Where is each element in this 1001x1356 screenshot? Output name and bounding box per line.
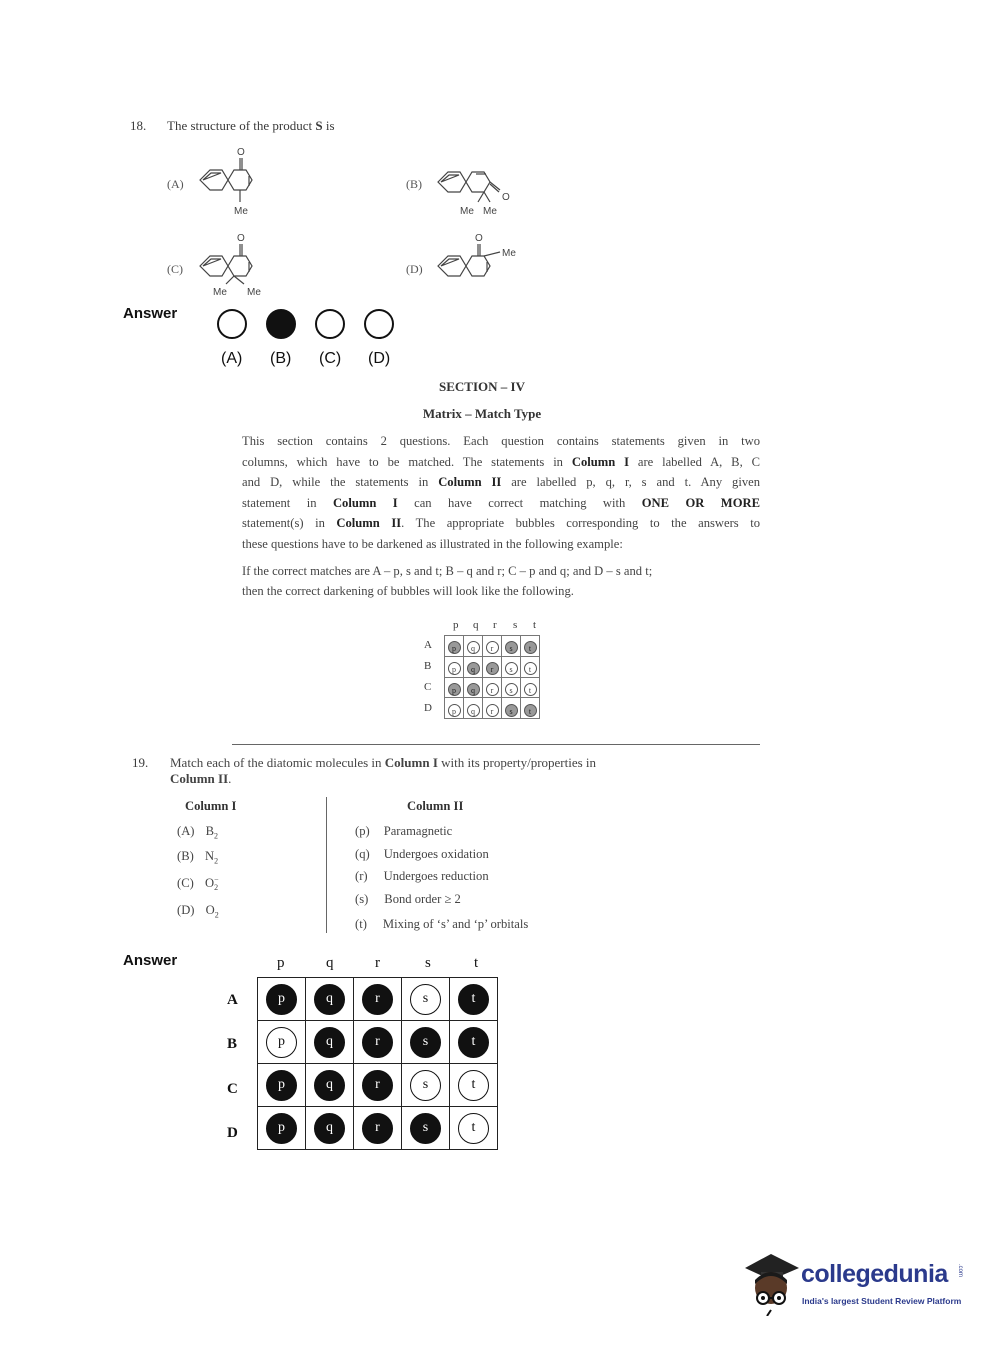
ex-grid-cell: [521, 677, 540, 698]
ex-col-s: s: [513, 619, 518, 631]
col1-item-b: [177, 849, 218, 866]
ex-grid-cell: [445, 698, 464, 719]
q18-a-oxygen: O: [237, 147, 245, 158]
ex-grid-cell: [502, 698, 521, 719]
ex-grid-cell: [521, 698, 540, 719]
answer-grid-cell: [258, 978, 306, 1021]
col2-q-tag: (q): [355, 847, 370, 861]
q18-c-sub-0: Me: [213, 287, 227, 298]
ex-grid-cell: [483, 677, 502, 698]
ex-grid-row: [445, 698, 540, 719]
para1-line3a: and D, while the statements in: [242, 475, 439, 490]
column-divider: [326, 797, 327, 933]
q19-grid-col-s: s: [425, 955, 431, 971]
q18-bubble-d-label: (D): [368, 350, 391, 367]
para1-line2c: are labelled A, B, C: [629, 454, 760, 469]
col2-item-r: [355, 869, 489, 884]
para1-line2a: columns, which have to be matched. The statements in: [242, 454, 572, 469]
answer-bubble-c-r[interactable]: r: [362, 1070, 393, 1101]
col2-p-tag: (p): [355, 824, 370, 838]
q18-option-b-structure: [434, 158, 514, 220]
ex-grid-bubble: s: [505, 704, 518, 717]
col1-c-tag: (C): [177, 876, 194, 890]
q18-bubble-a[interactable]: [217, 309, 247, 339]
q18-text-bold: S: [315, 118, 323, 133]
q18-answer-label: Answer: [123, 305, 178, 322]
col1-a-mol: B: [205, 824, 215, 838]
q19-text-e: .: [228, 771, 232, 786]
q19-number: 19.: [132, 755, 149, 770]
answer-bubble-d-p[interactable]: p: [266, 1113, 297, 1144]
ex-row-d: D: [424, 702, 432, 714]
col2-q-text: Undergoes oxidation: [383, 847, 489, 861]
ex-row-c: C: [424, 681, 432, 693]
answer-grid-cell: [354, 978, 402, 1021]
col1-header: Column I: [185, 799, 237, 813]
q19-text-d: Column II: [170, 771, 229, 786]
answer-bubble-a-r[interactable]: r: [362, 984, 393, 1015]
ex-grid-bubble: t: [524, 641, 537, 654]
ex-grid-cell: [445, 656, 464, 677]
ex-grid-bubble: r: [486, 662, 499, 675]
ex-grid-bubble: p: [448, 683, 461, 696]
col1-d-mol: O: [205, 903, 215, 917]
col1-a-tag: (A): [177, 824, 195, 838]
col2-p-text: Paramagnetic: [383, 824, 453, 838]
q18-bubble-c-label: (C): [319, 350, 342, 367]
ex-grid-cell: [483, 636, 502, 657]
q18-a-sub-0: Me: [234, 206, 248, 217]
q18-d-sub-0: Me: [502, 248, 516, 259]
ex-grid-bubble: p: [448, 662, 461, 675]
section-instructions: [242, 431, 760, 602]
answer-bubble-d-t[interactable]: t: [458, 1113, 489, 1144]
answer-grid-cell: [450, 1064, 498, 1107]
answer-grid-cell: [402, 1021, 450, 1064]
ex-col-t: t: [533, 619, 537, 631]
col2-header: Column II: [407, 799, 464, 813]
ex-grid-bubble: r: [486, 683, 499, 696]
answer-bubble-b-s[interactable]: s: [410, 1027, 441, 1058]
q19-grid-row-b: B: [227, 1036, 238, 1052]
ex-grid-cell: [502, 636, 521, 657]
q19-grid-col-q: q: [326, 955, 334, 971]
col2-r-tag: (r): [355, 869, 368, 883]
ex-grid-bubble: q: [467, 704, 480, 717]
ex-grid-cell: [521, 636, 540, 657]
ex-grid-bubble: p: [448, 641, 461, 654]
col2-t-text: Mixing of ‘s’ and ‘p’ orbitals: [382, 917, 529, 931]
col1-a-sub: 2: [214, 831, 219, 841]
ex-col-r: r: [493, 619, 497, 631]
answer-bubble-b-q[interactable]: q: [314, 1027, 345, 1058]
col1-item-d: [177, 903, 219, 920]
para1-line4a: statement in: [242, 495, 333, 510]
ex-row-a: A: [424, 639, 432, 651]
section-title: SECTION – IV: [439, 379, 525, 394]
brand-tagline: India's largest Student Review Platform: [802, 1296, 962, 1306]
ex-grid-row: [445, 677, 540, 698]
q19-text-b: Column I: [384, 755, 438, 770]
col2-item-s: [355, 892, 461, 907]
answer-bubble-a-p[interactable]: p: [266, 984, 297, 1015]
ex-grid-bubble: q: [467, 662, 480, 675]
q19-text-a: Match each of the diatomic molecules in: [170, 755, 385, 770]
col1-item-a: [177, 824, 218, 841]
brand-name: collegedunia: [801, 1260, 948, 1288]
ex-col-p: p: [453, 619, 459, 631]
ex-grid-bubble: q: [467, 683, 480, 696]
q18-bubble-b[interactable]: [266, 309, 296, 339]
ex-grid-bubble: t: [524, 704, 537, 717]
q18-b-sub-0: Me: [460, 206, 474, 217]
q18-option-d-label: (D): [406, 262, 423, 276]
brand-tld: .com: [957, 1264, 963, 1278]
q18-d-oxygen: O: [475, 233, 483, 244]
answer-grid-cell: [354, 1107, 402, 1150]
answer-bubble-d-r[interactable]: r: [362, 1113, 393, 1144]
ex-grid-bubble: t: [524, 683, 537, 696]
ex-grid-cell: [521, 656, 540, 677]
ex-grid-row: [445, 636, 540, 657]
ex-row-b: B: [424, 660, 432, 672]
ex-grid-bubble: s: [505, 683, 518, 696]
answer-bubble-c-q[interactable]: q: [314, 1070, 345, 1101]
ex-grid-row: [445, 656, 540, 677]
mascot-icon: [741, 1250, 801, 1316]
answer-grid-cell: [306, 1107, 354, 1150]
q19-grid-col-t: t: [474, 955, 479, 971]
ex-grid-bubble: s: [505, 662, 518, 675]
answer-grid-cell: [258, 1107, 306, 1150]
para1-line6: these questions have to be darkened as illustrated in the following example:: [242, 536, 623, 551]
answer-grid-cell: [354, 1021, 402, 1064]
ex-grid-cell: [483, 698, 502, 719]
answer-bubble-c-t[interactable]: t: [458, 1070, 489, 1101]
answer-grid-cell: [402, 1107, 450, 1150]
ex-grid-cell: [445, 636, 464, 657]
ex-grid-cell: [502, 656, 521, 677]
answer-grid-cell: [450, 1107, 498, 1150]
q19-grid-row-a: A: [227, 992, 238, 1008]
para1-line4b: Column I: [332, 495, 398, 510]
q18-number: 18.: [130, 118, 147, 133]
ex-grid-bubble: t: [524, 662, 537, 675]
example-grid-header: [448, 619, 548, 635]
example-grid: [424, 619, 548, 719]
answer-bubble-a-s[interactable]: s: [410, 984, 441, 1015]
q19-text: [170, 755, 690, 787]
col2-item-q: [355, 847, 489, 862]
col2-s-text: Bond order ≥ 2: [384, 892, 461, 906]
answer-bubble-d-q[interactable]: q: [314, 1113, 345, 1144]
q18-b-sub-1: Me: [483, 206, 497, 217]
answer-bubble-b-p[interactable]: p: [266, 1027, 297, 1058]
example-grid-table: [444, 635, 540, 719]
answer-grid-cell: [450, 1021, 498, 1064]
answer-grid-cell: [306, 978, 354, 1021]
q18-bubble-a-label: (A): [221, 350, 243, 367]
para1-line4c: can have correct matching with: [397, 495, 642, 510]
para2-line2: then the correct darkening of bubbles will look like the following.: [242, 584, 574, 599]
para1-line5c: . The appropriate bubbles corresponding to the answers to: [401, 516, 760, 531]
col1-b-mol: N: [204, 849, 215, 863]
col1-c-sub: 2: [214, 883, 219, 893]
ex-grid-bubble: s: [505, 641, 518, 654]
answer-grid-cell: [306, 1021, 354, 1064]
col2-item-t: [355, 917, 528, 932]
answer-grid-cell: [258, 1064, 306, 1107]
answer-grid-cell: [450, 978, 498, 1021]
col2-t-tag: (t): [355, 917, 367, 931]
col2-r-text: Undergoes reduction: [383, 869, 489, 883]
q19-grid-col-r: r: [375, 955, 380, 971]
q18-c-sub-1: Me: [247, 287, 261, 298]
col2-item-p: [355, 824, 452, 839]
para2-line1: If the correct matches are A – p, s and t; B – q and r; C – p and q; and D – s and t;: [242, 563, 653, 578]
q19-answer-label: Answer: [123, 952, 178, 969]
ex-grid-cell: [464, 656, 483, 677]
answer-grid-cell: [306, 1064, 354, 1107]
q19-grid-col-p: p: [277, 955, 285, 971]
answer-grid-cell: [402, 978, 450, 1021]
answer-bubble-c-p[interactable]: p: [266, 1070, 297, 1101]
answer-bubble-a-t[interactable]: t: [458, 984, 489, 1015]
q18-option-c-label: (C): [167, 262, 183, 276]
col1-d-tag: (D): [177, 903, 195, 917]
q18-bubble-d[interactable]: [364, 309, 394, 339]
ex-col-q: q: [473, 619, 479, 631]
section-subtitle: Matrix – Match Type: [422, 406, 542, 421]
q18-c-oxygen: O: [237, 233, 245, 244]
q18-text: [167, 118, 335, 134]
para1-line3c: are labelled p, q, r, s and t. Any given: [501, 475, 761, 490]
ex-grid-cell: [502, 677, 521, 698]
answer-bubble-a-q[interactable]: q: [314, 984, 345, 1015]
answer-grid-row: [258, 978, 498, 1021]
q19-answer-grid: [257, 977, 498, 1150]
answer-grid-cell: [402, 1064, 450, 1107]
ex-grid-bubble: p: [448, 704, 461, 717]
q18-text-suffix: is: [325, 118, 335, 133]
q18-option-c-structure: [194, 228, 270, 300]
q18-b-oxygen: O: [502, 192, 510, 203]
q18-option-b-label: (B): [406, 177, 422, 191]
ex-grid-cell: [483, 656, 502, 677]
example-grid-row-labels: [424, 635, 444, 719]
para1-line5b: Column II: [336, 516, 402, 531]
brand-logo: [741, 1250, 969, 1320]
ex-grid-bubble: r: [486, 641, 499, 654]
q18-option-a-structure: [194, 142, 264, 220]
q18-bubble-b-label: (B): [270, 350, 292, 367]
col1-b-sub: 2: [214, 856, 219, 866]
answer-grid-cell: [354, 1064, 402, 1107]
para1-line4d: ONE OR MORE: [641, 495, 760, 510]
ex-grid-cell: [464, 677, 483, 698]
para1-line1: This section contains 2 questions. Each question contains statements given in two: [242, 434, 760, 448]
answer-grid-cell: [258, 1021, 306, 1064]
ex-grid-bubble: r: [486, 704, 499, 717]
q18-option-d-structure: [434, 228, 524, 288]
divider: [232, 744, 760, 745]
ex-grid-cell: [445, 677, 464, 698]
answer-grid-row: [258, 1064, 498, 1107]
answer-bubble-d-s[interactable]: s: [410, 1113, 441, 1144]
col1-c-sup: −: [214, 875, 219, 885]
ex-grid-cell: [464, 636, 483, 657]
col1-b-tag: (B): [177, 849, 194, 863]
col2-s-tag: (s): [355, 892, 369, 906]
ex-grid-bubble: q: [467, 641, 480, 654]
q18-option-a-label: (A): [167, 177, 184, 191]
ex-grid-cell: [464, 698, 483, 719]
q19-grid-row-d: D: [227, 1125, 238, 1141]
q19-grid-row-c: C: [227, 1081, 238, 1097]
answer-bubble-b-t[interactable]: t: [458, 1027, 489, 1058]
para1-line3b: Column II: [438, 475, 502, 490]
answer-bubble-b-r[interactable]: r: [362, 1027, 393, 1058]
answer-bubble-c-s[interactable]: s: [410, 1070, 441, 1101]
answer-grid-row: [258, 1021, 498, 1064]
q18-bubble-c[interactable]: [315, 309, 345, 339]
answer-grid-row: [258, 1107, 498, 1150]
col1-d-sub: 2: [214, 910, 219, 920]
col1-c-mol: O: [204, 876, 215, 890]
q18-text-prefix: The structure of the product: [167, 118, 313, 133]
col1-item-c: [177, 876, 219, 892]
para1-line5a: statement(s) in: [242, 516, 337, 531]
q19-text-c: with its property/properties in: [437, 755, 597, 770]
para1-line2b: Column I: [571, 454, 629, 469]
